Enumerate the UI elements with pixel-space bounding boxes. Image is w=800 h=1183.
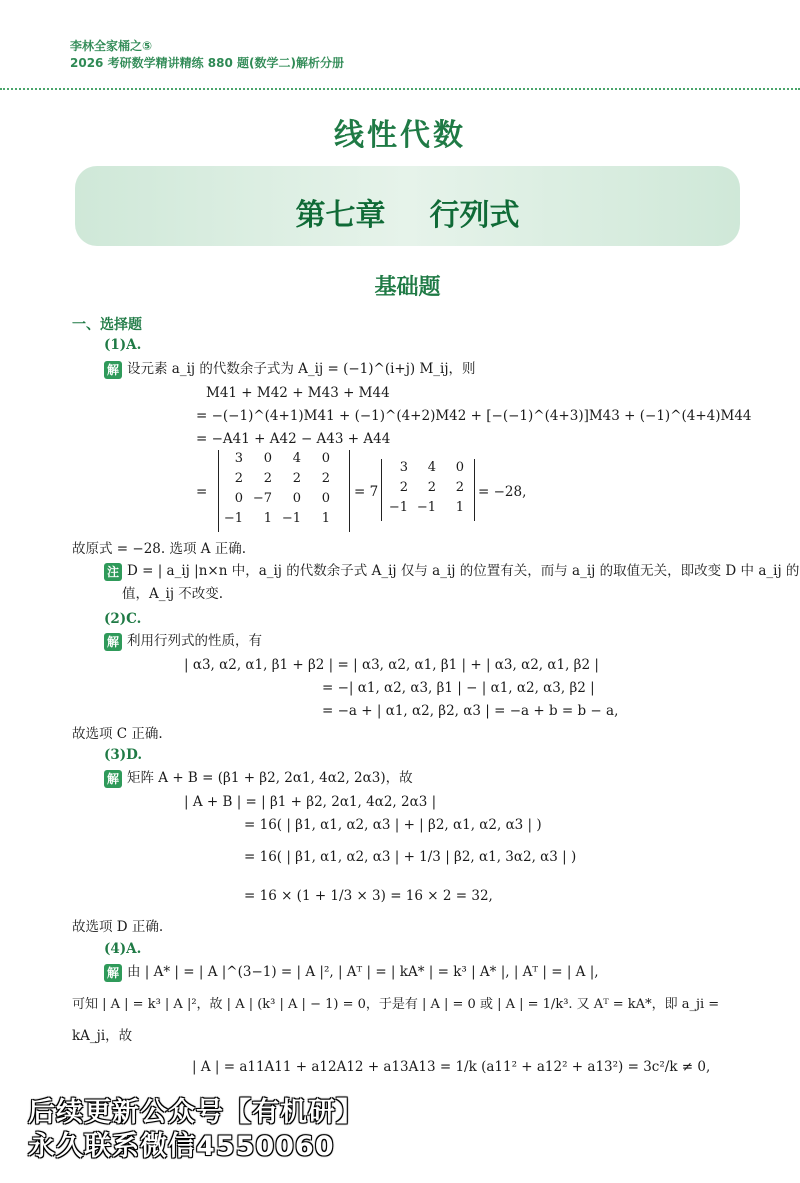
subject-title: 线性代数 [334, 118, 466, 153]
header-divider [0, 88, 800, 90]
q1-note-text-cont: 值，A_ij 不改变. [122, 586, 224, 602]
determinant-entry: 2 [455, 480, 464, 495]
q2-step: = −| α1, α2, α3, β1 | − | α1, α2, α3, β2 | [322, 680, 595, 696]
determinant-entry: −1 [281, 511, 301, 526]
solution-tag: 解 [104, 964, 122, 982]
chapter-heading [0, 190, 800, 234]
series-title: 李林全家桶之⑤ [70, 39, 153, 53]
determinant-entry: 0 [455, 460, 464, 475]
q4-label: (4)A. [104, 941, 142, 957]
q4-step: kA_ji，故 [72, 1028, 133, 1044]
chapter-title: 行列式 [429, 198, 520, 233]
watermark-line: 后续更新公众号【有机研】 [28, 1097, 364, 1128]
q1-note-text: D = | a_ij |n×n 中，a_ij 的代数余子式 A_ij 仅与 a_ij 的位置有关，而与 a_ij 的取值无关，即改变 D 中 a_ij 的 [127, 563, 800, 579]
q1-equals: = [196, 484, 208, 500]
determinant-entry: −1 [223, 511, 243, 526]
q1-step: = −(−1)^(4+1)M41 + (−1)^(4+2)M42 + [−(−1)^(4+3)]M43 + (−1)^(4+4)M44 [196, 408, 752, 424]
q4-step: | A | = a11A11 + a12A12 + a13A13 = 1/k (a11² + a12² + a13²) = 3c²/k ≠ 0, [192, 1059, 711, 1075]
determinant-entry: 3 [234, 451, 243, 466]
note-tag: 注 [104, 563, 122, 581]
determinant-entry: −7 [252, 491, 272, 506]
q3-step: | A + B | = | β1 + β2, 2α1, 4α2, 2α3 | [184, 794, 437, 810]
watermark-line: 永久联系微信4550060 [28, 1131, 335, 1162]
determinant-entry: −1 [416, 500, 436, 515]
determinant-entry: −1 [388, 500, 408, 515]
solution-tag: 解 [104, 770, 122, 788]
determinant-entry: 1 [321, 511, 330, 526]
determinant-entry: 0 [292, 491, 301, 506]
determinant-3x3 [381, 459, 475, 521]
determinant-entry: 2 [427, 480, 436, 495]
q2-step: = −a + | α1, α2, β2, α3 | = −a + b = b − a, [322, 703, 619, 719]
determinant-entry: 4 [292, 451, 301, 466]
determinant-entry: 4 [427, 460, 436, 475]
q4-intro: 由 | A* | = | A |^(3−1) = | A |², | Aᵀ | = | kA* | = k³ | A* |, | Aᵀ | = | A |, [127, 964, 599, 980]
q1-conclusion: 故原式 = −28. 选项 A 正确. [72, 541, 247, 557]
q1-factor: = 7 [354, 484, 379, 500]
solution-tag: 解 [104, 633, 122, 651]
book-title: 2026 考研数学精讲精练 880 题(数学二)解析分册 [70, 56, 344, 70]
q1-result: = −28, [478, 484, 527, 500]
determinant-entry: 2 [292, 471, 301, 486]
determinant-entry: 2 [321, 471, 330, 486]
chapter-number: 第七章 [295, 198, 386, 233]
q1-step: = −A41 + A42 − A43 + A44 [196, 431, 391, 447]
q2-intro: 利用行列式的性质，有 [127, 633, 262, 649]
running-header [70, 38, 344, 72]
section-heading: 一、选择题 [72, 317, 142, 333]
determinant-entry: 0 [263, 451, 272, 466]
q3-step: = 16( | β1, α1, α2, α3 | + 1/3 | β2, α1, 3α2, α3 | ) [244, 849, 577, 865]
q4-solution-line [104, 963, 599, 982]
q1-step: M41 + M42 + M43 + M44 [206, 385, 390, 401]
q2-label: (2)C. [104, 611, 142, 627]
solution-tag: 解 [104, 361, 122, 379]
determinant-entry: 0 [321, 491, 330, 506]
q1-solution-line [104, 360, 476, 379]
difficulty-level: 基础题 [374, 275, 441, 300]
determinant-entry: 0 [234, 491, 243, 506]
q3-step: = 16( | β1, α1, α2, α3 | + | β2, α1, α2, α3 | ) [244, 817, 542, 833]
q2-conclusion: 故选项 C 正确. [72, 726, 163, 742]
determinant-entry: 1 [263, 511, 272, 526]
determinant-entry: 2 [263, 471, 272, 486]
determinant-entry: 0 [321, 451, 330, 466]
q2-solution-line [104, 632, 262, 651]
q1-note-line [104, 562, 799, 581]
determinant-entry: 1 [455, 500, 464, 515]
determinant-entry: 2 [399, 480, 408, 495]
q2-step: | α3, α2, α1, β1 + β2 | = | α3, α2, α1, β1 | + | α3, α2, α1, β2 | [184, 657, 599, 673]
q3-conclusion: 故选项 D 正确. [72, 919, 164, 935]
q1-label: (1)A. [104, 337, 142, 353]
q3-step: = 16 × (1 + 1/3 × 3) = 16 × 2 = 32, [244, 888, 493, 904]
q4-step: 可知 | A | = k³ | A |²，故 | A | (k³ | A | − 1) = 0，于是有 | A | = 0 或 | A | = 1/k³. 又 Aᵀ = kA*，即 a_ji = [72, 997, 720, 1012]
q3-label: (3)D. [104, 747, 143, 763]
determinant-4x4 [218, 450, 350, 532]
q1-intro: 设元素 a_ij 的代数余子式为 A_ij = (−1)^(i+j) M_ij，则 [127, 361, 476, 377]
determinant-entry: 3 [399, 460, 408, 475]
determinant-entry: 2 [234, 471, 243, 486]
q3-solution-line [104, 769, 413, 788]
q3-intro: 矩阵 A + B = (β1 + β2, 2α1, 4α2, 2α3)，故 [127, 770, 413, 786]
